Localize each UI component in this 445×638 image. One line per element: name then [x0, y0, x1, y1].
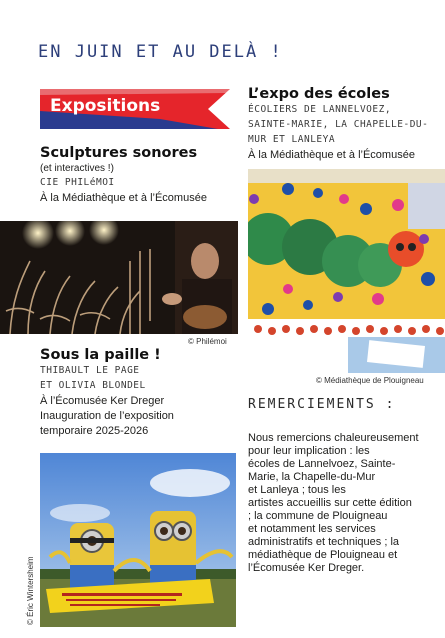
remerciements-line: Marie, la Chapelle-du-Mur [248, 471, 376, 483]
remerciements-line: administratifs et techniques ; la [248, 536, 400, 548]
remerciements-title: REMERCIEMENTS : [248, 397, 396, 412]
remerciements-line: l’Écomusée Ker Dreger. [248, 562, 365, 574]
ecoles-photo-credit: © Médiathèque de Plouigneau [316, 376, 424, 385]
sculptures-subtitle: (et interactives !) [40, 163, 114, 174]
sculptures-title: Sculptures sonores [40, 145, 198, 161]
ecoles-schools-line-3: MUR ET LANLEYA [248, 134, 336, 145]
ecoles-schools-line-1: ÉCOLIERS DE LANNELVOEZ, [248, 104, 392, 115]
paille-author-line-2: ET OLIVIA BLONDEL [40, 380, 146, 391]
paille-photo [40, 453, 236, 627]
paille-inauguration-line-1: Inauguration de l’exposition [40, 410, 174, 422]
expositions-label: Expositions [50, 96, 161, 116]
ecoles-place: À la Médiathèque et à l’Écomusée [248, 149, 415, 161]
ecoles-schools-line-2: SAINTE-MARIE, LA CHAPELLE-DU- [248, 119, 429, 130]
paille-inauguration-line-2: temporaire 2025-2026 [40, 425, 149, 437]
sculptures-photo-credit: © Philémoi [188, 337, 227, 346]
remerciements-line: médiathèque de Plouigneau et [248, 549, 398, 561]
sculptures-author: CIE PHILéMOI [40, 177, 115, 188]
remerciements-line: Nous remercions chaleureusement [248, 432, 419, 444]
remerciements-line: écoles de Lannelvoez, Sainte- [248, 458, 396, 470]
paille-title: Sous la paille ! [40, 347, 161, 363]
paille-place: À l’Écomusée Ker Dreger [40, 395, 165, 407]
remerciements-line: pour leur implication : les [248, 445, 370, 457]
remerciements-line: et Lanleya ; tous les [248, 484, 346, 496]
page-title: EN JUIN ET AU DELÀ ! [38, 42, 283, 62]
remerciements-line: et notamment les services [248, 523, 376, 535]
remerciements-line: ; la commune de Plouigneau [248, 510, 388, 522]
sculptures-place: À la Médiathèque et à l’Écomusée [40, 192, 207, 204]
ecoles-title: L’expo des écoles [248, 86, 390, 102]
sculptures-photo [0, 221, 238, 334]
paille-author-line-1: THIBAULT LE PAGE [40, 365, 140, 376]
paille-photo-credit: © Éric Wintersheim [26, 556, 35, 625]
remerciements-line: artistes accueillis sur cette édition [248, 497, 412, 509]
ecoles-photo [248, 169, 445, 373]
